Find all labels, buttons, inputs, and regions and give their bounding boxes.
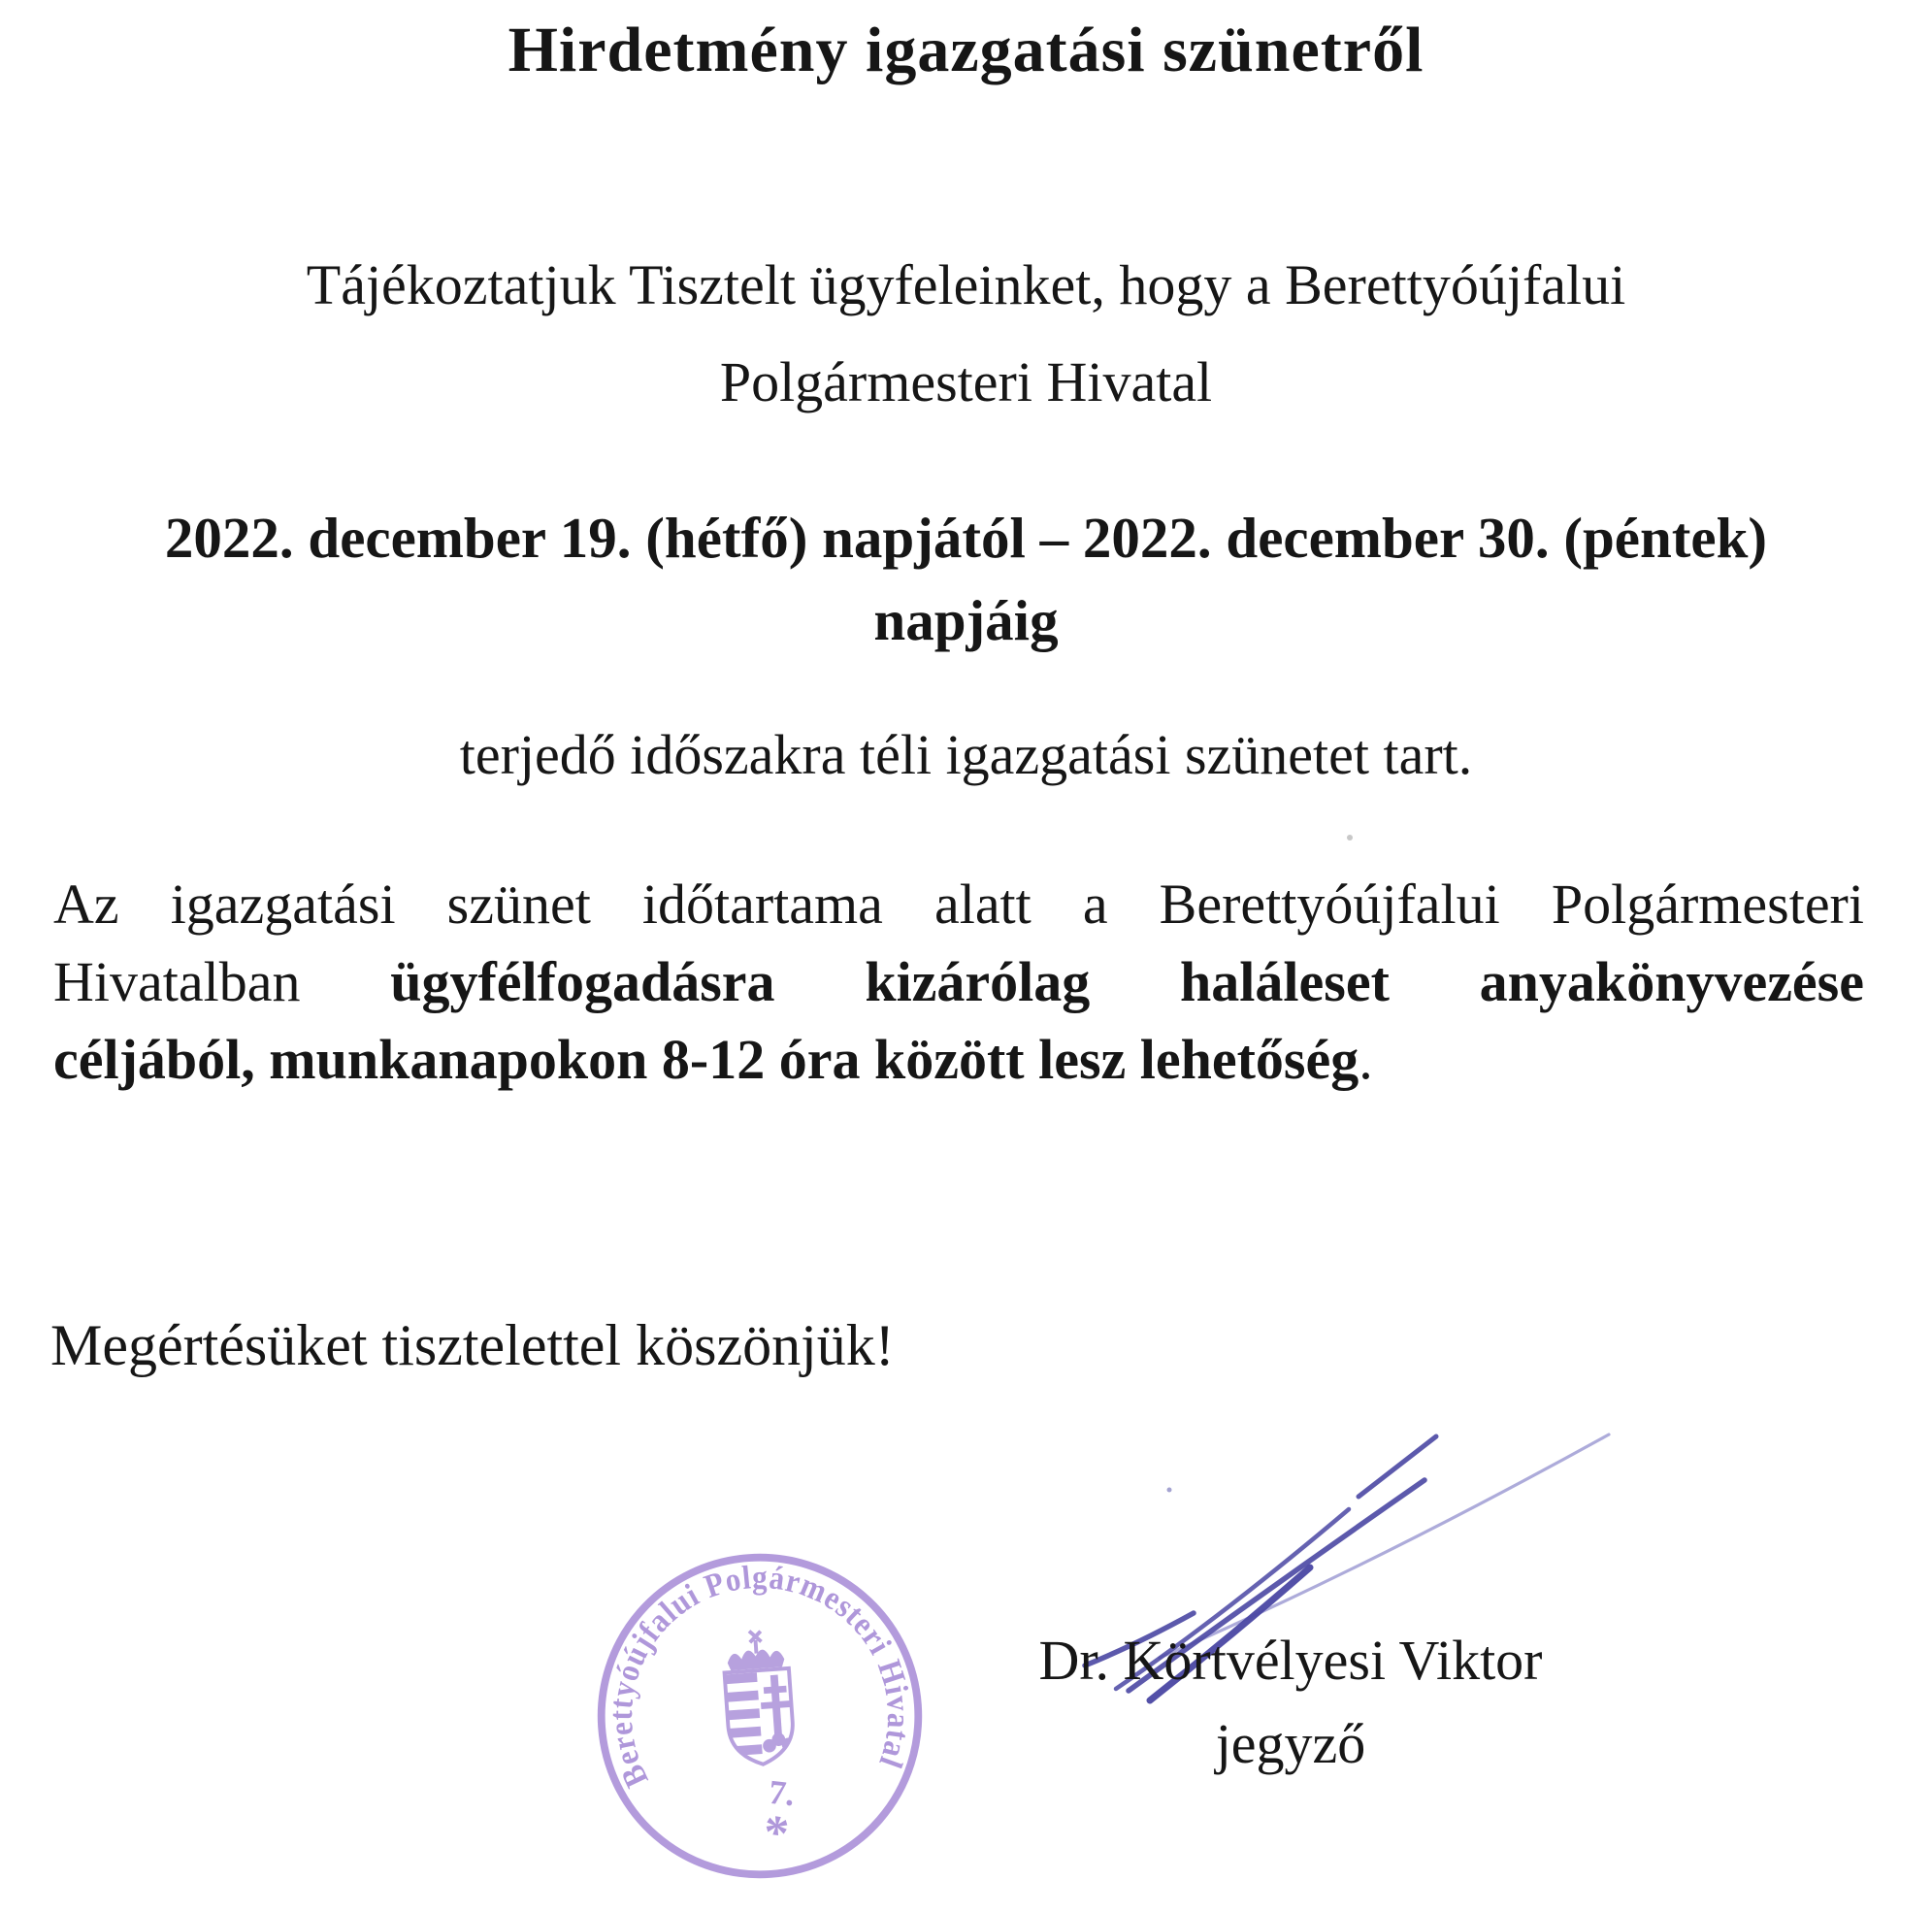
body-line-3 <box>53 1021 1864 1099</box>
stamp-number: 7. <box>767 1772 797 1814</box>
body-line-2 <box>53 943 1864 1021</box>
intro-line-2: Polgármesteri Hivatal <box>719 349 1213 413</box>
body-line-3-bold: céljából, munkanapokon 8-12 óra között lesz lehetőség <box>53 1028 1359 1092</box>
thanks-line: Megértésüket tisztelettel köszönjük! <box>50 1313 895 1377</box>
stamp-asterisk: * <box>760 1803 793 1862</box>
official-stamp <box>577 1534 942 1898</box>
period-line: terjedő időszakra téli igazgatási szünetet tart. <box>459 723 1473 786</box>
signer-title: jegyző <box>1215 1711 1366 1775</box>
coat-of-arms-icon <box>722 1629 797 1766</box>
scan-speck <box>1347 835 1353 841</box>
body-line-2-bold: ügyfélfogadásra kizárólag haláleset anyakönyvezése <box>390 950 1864 1014</box>
date-range-line-1: 2022. december 19. (hétfő) napjától – 2022. december 30. (péntek) <box>164 506 1768 570</box>
page-title: Hirdetmény igazgatási szünetről <box>508 15 1424 85</box>
intro-paragraph <box>58 237 1874 431</box>
body-line-3-period: . <box>1359 1028 1373 1092</box>
signature-block <box>990 1619 1591 1786</box>
date-range-line-2: napjáig <box>873 587 1059 652</box>
date-range-paragraph <box>29 497 1903 662</box>
body-line-1: Az igazgatási szünet időtartama alatt a Berettyóújfalui Polgármesteri <box>53 873 1864 936</box>
body-paragraph <box>53 866 1864 1099</box>
intro-line-1: Tájékoztatjuk Tisztelt ügyfeleinket, hogy a Berettyóújfalui <box>306 253 1626 316</box>
stamp-ring-text: Berettyóújfalui Polgármesteri Hivatal <box>603 1560 917 1794</box>
body-line-2-normal: Hivatalban <box>53 950 391 1014</box>
official-stamp-icon <box>577 1534 942 1898</box>
signer-name: Dr. Körtvélyesi Viktor <box>1038 1629 1543 1692</box>
